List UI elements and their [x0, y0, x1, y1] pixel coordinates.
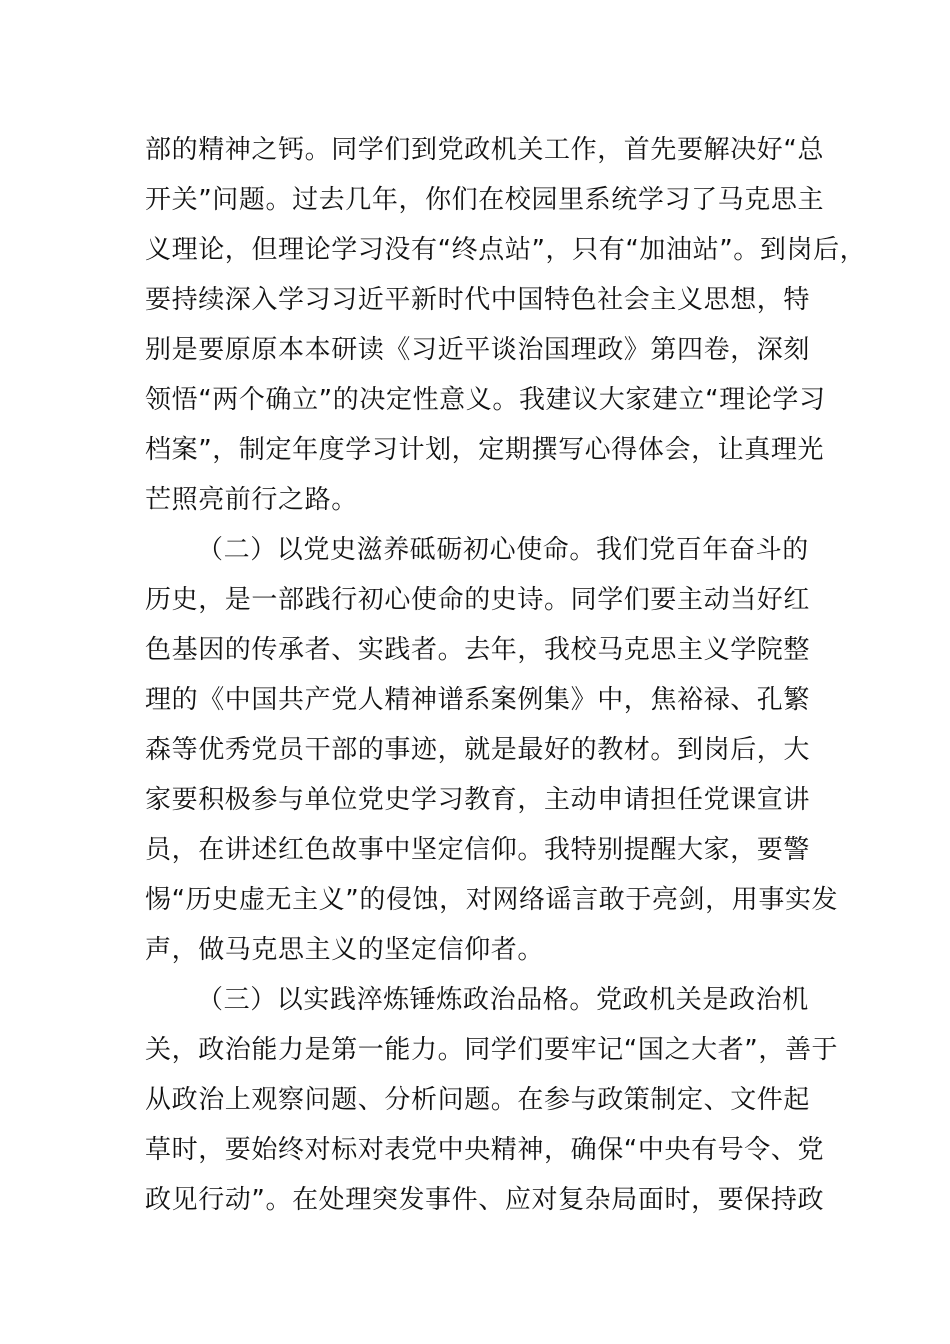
text-line: 关，政治能力是第一能力。同学们要牢记“国之大者”，善于: [145, 1035, 839, 1065]
text-line: 色基因的传承者、实践者。去年，我校马克思主义学院整: [145, 635, 811, 665]
text-line: 惕“历史虚无主义”的侵蚀，对网络谣言敢于亮剑，用事实发: [145, 885, 839, 915]
text-line: 理的《中国共产党人精神谱系案例集》中，焦裕禄、孔繁: [145, 685, 811, 715]
text-line: 部的精神之钙。同学们到党政机关工作，首先要解决好“总: [145, 135, 825, 165]
text-line: 政见行动”。在处理突发事件、应对复杂局面时，要保持政: [145, 1185, 825, 1215]
text-line: 开关”问题。过去几年，你们在校园里系统学习了马克思主: [145, 185, 825, 215]
text-line: 家要积极参与单位党史学习教育，主动申请担任党课宣讲: [145, 785, 811, 815]
text-line: 声，做马克思主义的坚定信仰者。: [145, 935, 545, 965]
text-line: 员，在讲述红色故事中坚定信仰。我特别提醒大家，要警: [145, 835, 811, 865]
text-line: 档案”，制定年度学习计划，定期撰写心得体会，让真理光: [145, 435, 825, 465]
text-line: 从政治上观察问题、分析问题。在参与政策制定、文件起: [145, 1085, 811, 1115]
text-line: 芒照亮前行之路。: [145, 485, 358, 515]
text-line: 领悟“两个确立”的决定性意义。我建议大家建立“理论学习: [145, 385, 826, 415]
text-line: 森等优秀党员干部的事迹，就是最好的教材。到岗后，大: [145, 735, 811, 765]
paragraph-heading-line: （三）以实践淬炼锤炼政治品格。党政机关是政治机: [197, 985, 809, 1015]
text-line: 义理论，但理论学习没有“终点站”，只有“加油站”。到岗后，: [145, 235, 867, 265]
text-line: 别是要原原本本研读《习近平谈治国理政》第四卷，深刻: [145, 335, 811, 365]
text-line: 历史，是一部践行初心使命的史诗。同学们要主动当好红: [145, 585, 811, 615]
text-line: 草时，要始终对标对表党中央精神，确保“中央有号令、党: [145, 1135, 825, 1165]
text-line: 要持续深入学习习近平新时代中国特色社会主义思想，特: [145, 285, 811, 315]
paragraph-heading-line: （二）以党史滋养砥砺初心使命。我们党百年奋斗的: [197, 535, 809, 565]
